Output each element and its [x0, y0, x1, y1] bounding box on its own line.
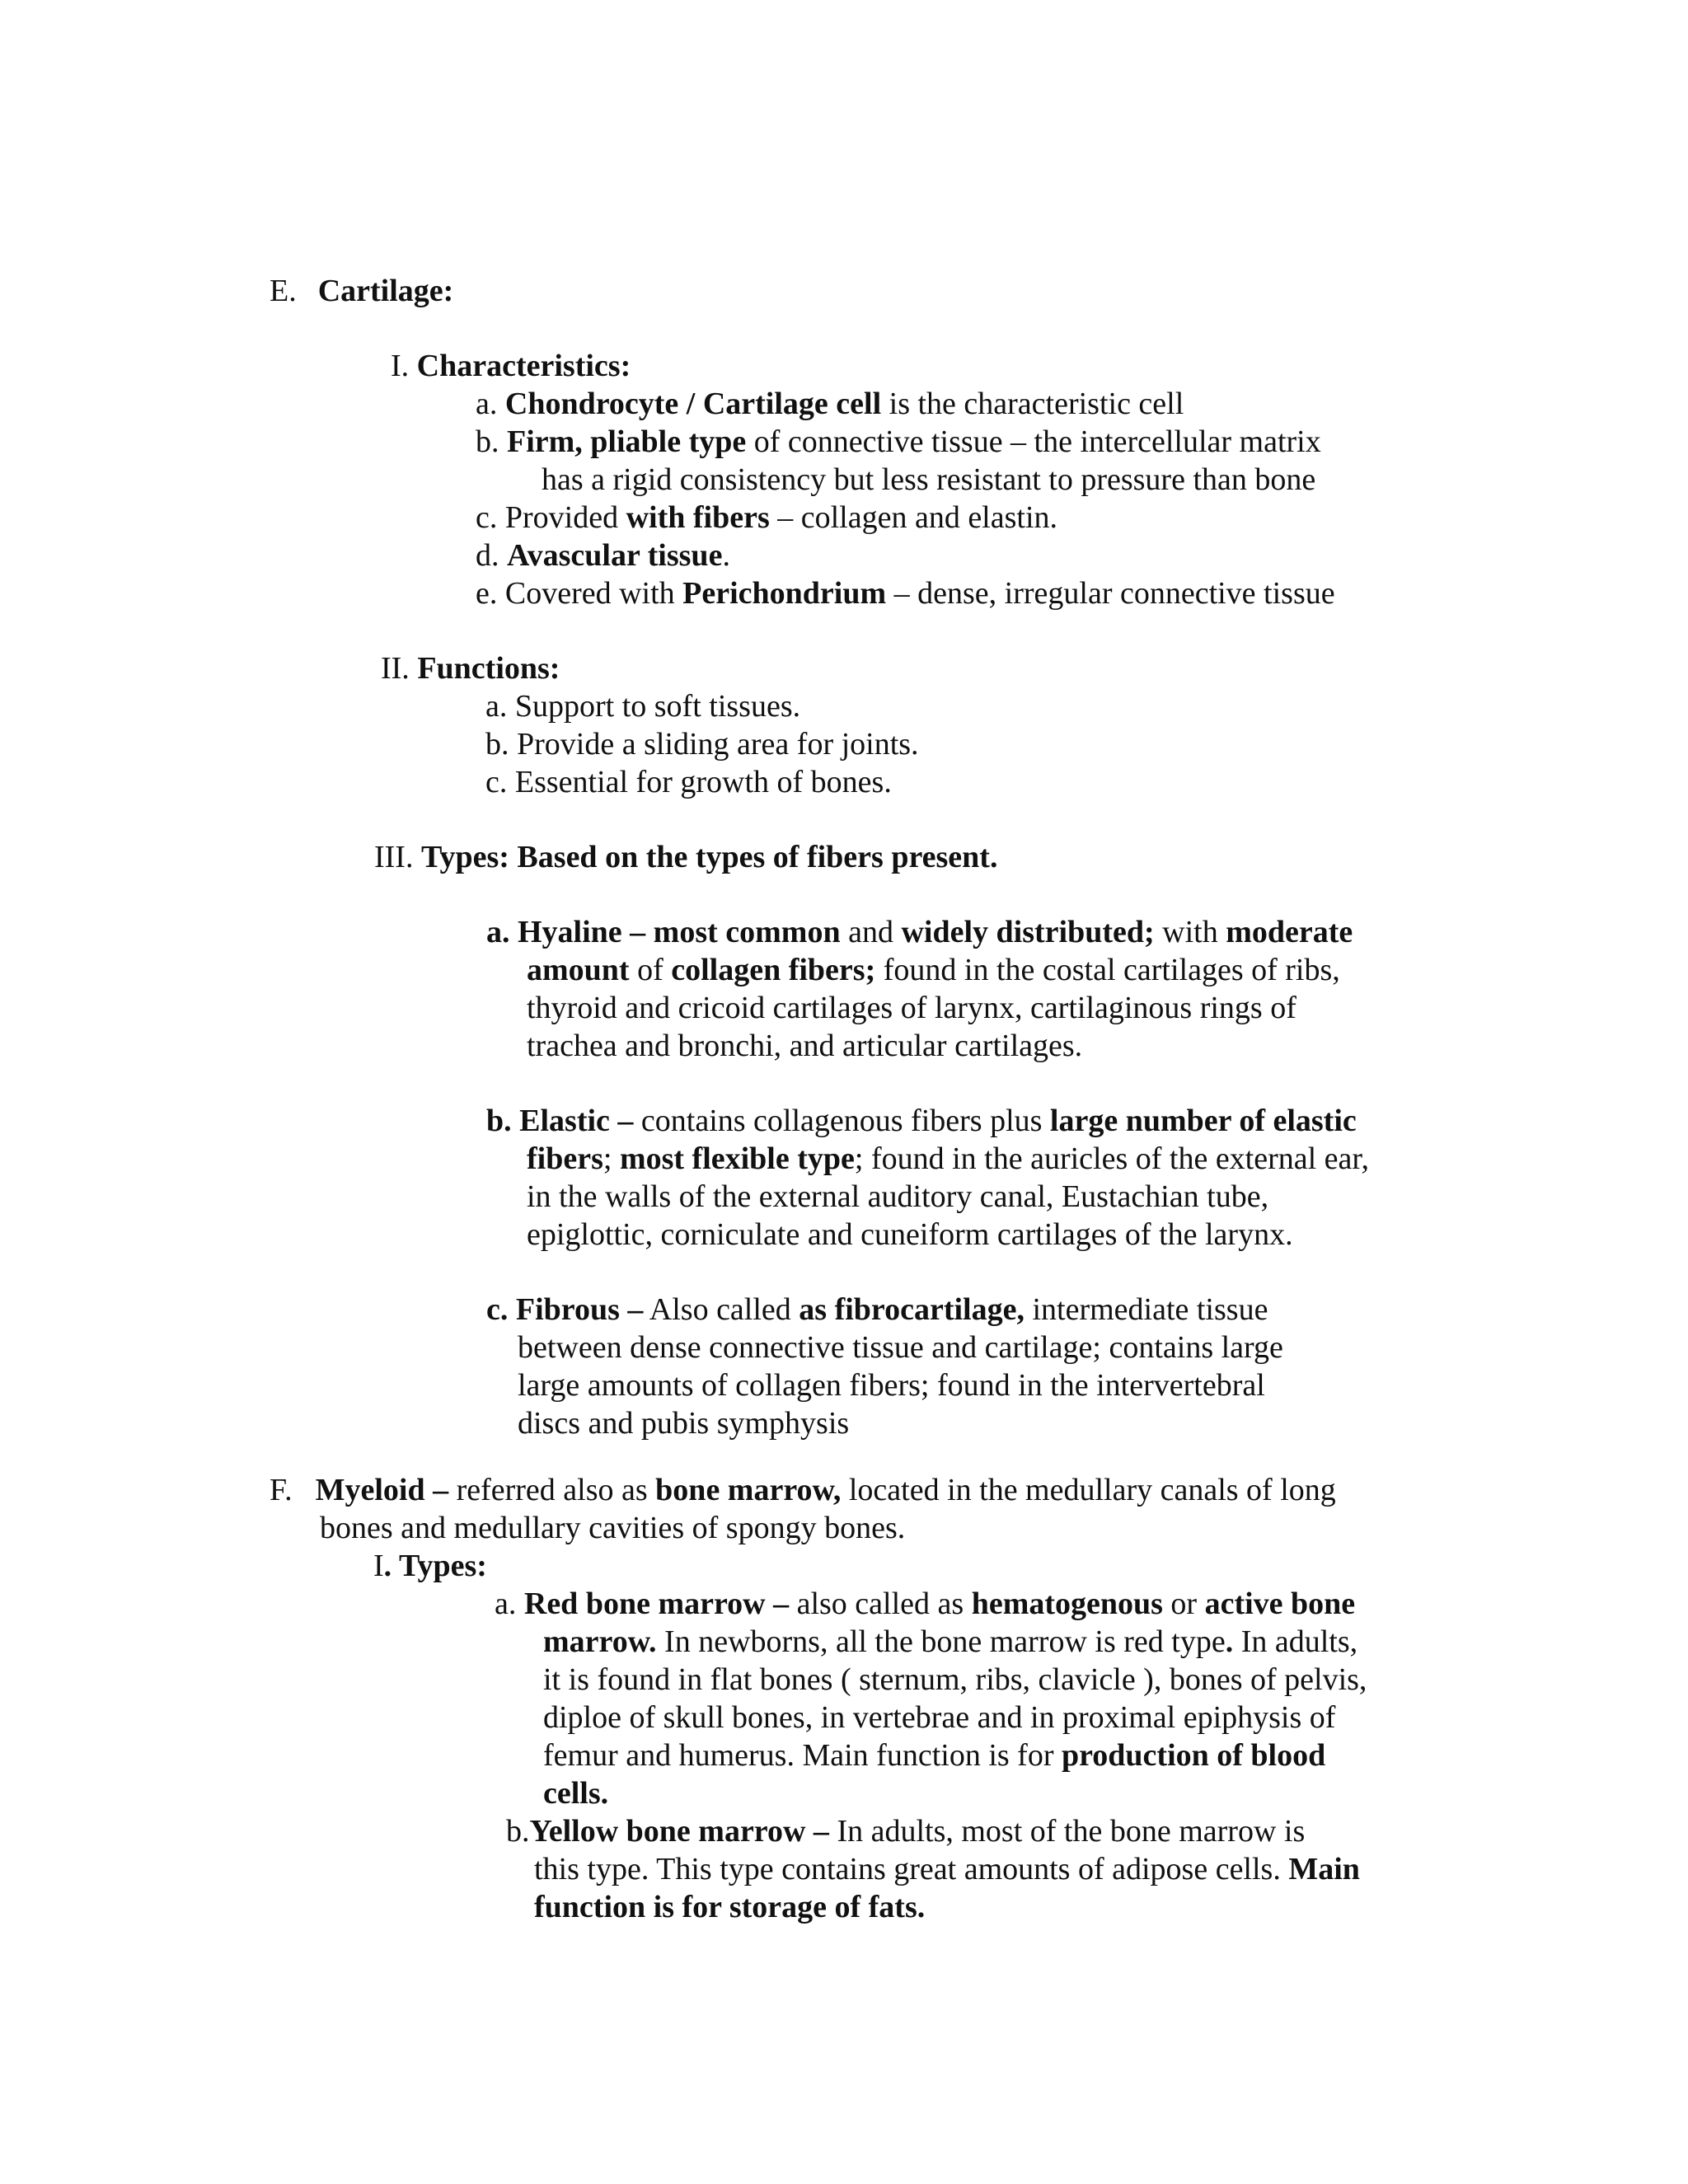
item-text: found in the costal cartilages of ribs, — [875, 953, 1340, 987]
item-text: located in the medullary canals of long — [841, 1473, 1336, 1507]
item-text: referred also as — [448, 1473, 656, 1507]
item-text: In adults, — [1233, 1624, 1358, 1659]
item-text: ; — [603, 1141, 620, 1176]
item-text: In adults, most of the bone marrow is — [828, 1814, 1306, 1849]
characteristic-e — [476, 574, 1335, 612]
item-text: – collagen and elastin. — [769, 500, 1058, 535]
subsection-title: Characteristics: — [416, 349, 631, 383]
red-marrow-line-4: diploe of skull bones, in vertebrae and in proximal epiphysis of — [543, 1700, 1336, 1735]
numeral: II. — [381, 651, 410, 686]
red-marrow-line-6 — [543, 1774, 608, 1812]
red-marrow-line-1 — [495, 1585, 1355, 1623]
subsection-title: Functions: — [417, 651, 560, 686]
red-marrow-line-3: it is found in flat bones ( sternum, ribs, clavicle ), bones of pelvis, — [543, 1662, 1367, 1697]
bold-term: moderate — [1226, 915, 1353, 949]
bold-term: Perichondrium — [682, 576, 887, 611]
yellow-marrow-line-1 — [506, 1812, 1305, 1850]
section-f-line-1 — [270, 1471, 1336, 1509]
item-text: of connective tissue – the intercellular matrix — [746, 424, 1321, 459]
item-text: this type. This type contains great amounts of adipose cells. — [534, 1852, 1289, 1886]
bold-term: active bone — [1204, 1586, 1356, 1621]
bold-term: as fibrocartilage, — [799, 1292, 1025, 1327]
item-text: is the characteristic cell — [881, 387, 1184, 421]
bold-term: most flexible type — [619, 1141, 855, 1176]
function-item: c. Essential for growth of bones. — [485, 765, 892, 799]
item-text: or — [1162, 1586, 1205, 1621]
red-marrow-line-2 — [543, 1623, 1357, 1661]
item-text: Also called — [643, 1292, 799, 1327]
characteristic-a — [476, 385, 1184, 423]
bold-term: function is for storage of fats. — [534, 1890, 926, 1924]
fibrous-line-4: discs and pubis symphysis — [518, 1406, 850, 1441]
bold-term: c. Fibrous – — [486, 1292, 644, 1327]
bold-term: . — [1225, 1624, 1234, 1659]
characteristic-c — [476, 499, 1057, 537]
bold-term: large number of elastic — [1049, 1104, 1357, 1138]
hyaline-line-4: trachea and bronchi, and articular cartilages. — [527, 1029, 1083, 1063]
item-text: with — [1154, 915, 1226, 949]
elastic-line-3: in the walls of the external auditory canal, Eustachian tube, — [527, 1179, 1269, 1214]
bold-term: bone marrow, — [655, 1473, 842, 1507]
characteristic-b-continued: has a rigid consistency but less resistant to pressure than bone — [542, 462, 1316, 497]
elastic-line-1 — [486, 1102, 1357, 1140]
bold-term: Firm, pliable type — [507, 424, 747, 459]
types-heading — [374, 838, 997, 876]
bold-term: marrow. — [543, 1624, 657, 1659]
yellow-marrow-line-2 — [534, 1850, 1360, 1888]
item-text: In newborns, all the bone marrow is red type — [656, 1624, 1226, 1659]
yellow-marrow-line-3 — [534, 1888, 925, 1926]
bold-term: production of blood — [1061, 1738, 1326, 1773]
bold-term: widely distributed; — [901, 915, 1155, 949]
item-marker: b. — [476, 424, 499, 459]
numeral: I. — [391, 349, 410, 383]
hyaline-line-2 — [527, 951, 1340, 989]
hyaline-line-3: thyroid and cricoid cartilages of larynx, cartilaginous rings of — [527, 991, 1296, 1025]
bold-term: Myeloid – — [315, 1473, 449, 1507]
characteristics-heading — [391, 347, 631, 385]
bold-term: Main — [1288, 1852, 1360, 1886]
item-text: contains collagenous fibers plus — [633, 1104, 1050, 1138]
item-marker: b. — [506, 1814, 530, 1849]
red-marrow-line-5 — [543, 1736, 1325, 1774]
item-marker: a. — [495, 1586, 524, 1621]
subsection-title: . Types: — [383, 1549, 487, 1583]
section-title: Cartilage: — [317, 274, 454, 308]
function-item: b. Provide a sliding area for joints. — [485, 727, 919, 762]
myeloid-types-heading — [373, 1547, 487, 1585]
bold-term: cells. — [543, 1776, 609, 1811]
bold-term: collagen fibers; — [671, 953, 876, 987]
elastic-line-4: epiglottic, corniculate and cuneiform cartilages of the larynx. — [527, 1217, 1293, 1252]
bold-term: b. Elastic – — [486, 1104, 634, 1138]
characteristic-b — [476, 423, 1321, 461]
item-text: and — [840, 915, 902, 949]
section-e-heading — [270, 272, 453, 310]
item-text: . — [722, 538, 730, 573]
item-text: c. Provided — [476, 500, 626, 535]
section-letter: F. — [270, 1473, 293, 1507]
numeral: I — [373, 1549, 384, 1583]
section-f-line-2: bones and medullary cavities of spongy bones. — [320, 1511, 906, 1545]
bold-term: Yellow bone marrow – — [529, 1814, 829, 1849]
bold-term: with fibers — [626, 500, 770, 535]
item-text: femur and humerus. Main function is for — [543, 1738, 1062, 1773]
section-letter: E. — [270, 274, 297, 308]
item-text: ; found in the auricles of the external ear, — [854, 1141, 1370, 1176]
item-text: also called as — [789, 1586, 972, 1621]
hyaline-line-1 — [486, 913, 1353, 951]
subsection-title: Types: Based on the types of fibers present. — [420, 840, 998, 874]
elastic-line-2 — [527, 1140, 1369, 1178]
bold-term: Avascular tissue — [507, 538, 723, 573]
bold-term: amount — [527, 953, 630, 987]
item-text: – dense, irregular connective tissue — [886, 576, 1335, 611]
functions-heading — [381, 649, 560, 687]
numeral: III. — [374, 840, 414, 874]
characteristic-d — [476, 537, 730, 574]
item-text: of — [629, 953, 672, 987]
fibrous-line-2: between dense connective tissue and cartilage; contains large — [518, 1330, 1283, 1365]
function-item: a. Support to soft tissues. — [485, 689, 801, 724]
item-marker: a. — [476, 387, 498, 421]
bold-term: fibers — [527, 1141, 603, 1176]
item-marker: d. — [476, 538, 499, 573]
bold-term: Chondrocyte / Cartilage cell — [504, 387, 882, 421]
fibrous-line-1 — [486, 1291, 1268, 1329]
bold-term: Red bone marrow – — [523, 1586, 790, 1621]
item-text: intermediate tissue — [1024, 1292, 1268, 1327]
bold-term: hematogenous — [971, 1586, 1163, 1621]
bold-term: a. Hyaline – most common — [486, 915, 841, 949]
item-text: e. Covered with — [476, 576, 683, 611]
fibrous-line-3: large amounts of collagen fibers; found in the intervertebral — [518, 1368, 1265, 1403]
